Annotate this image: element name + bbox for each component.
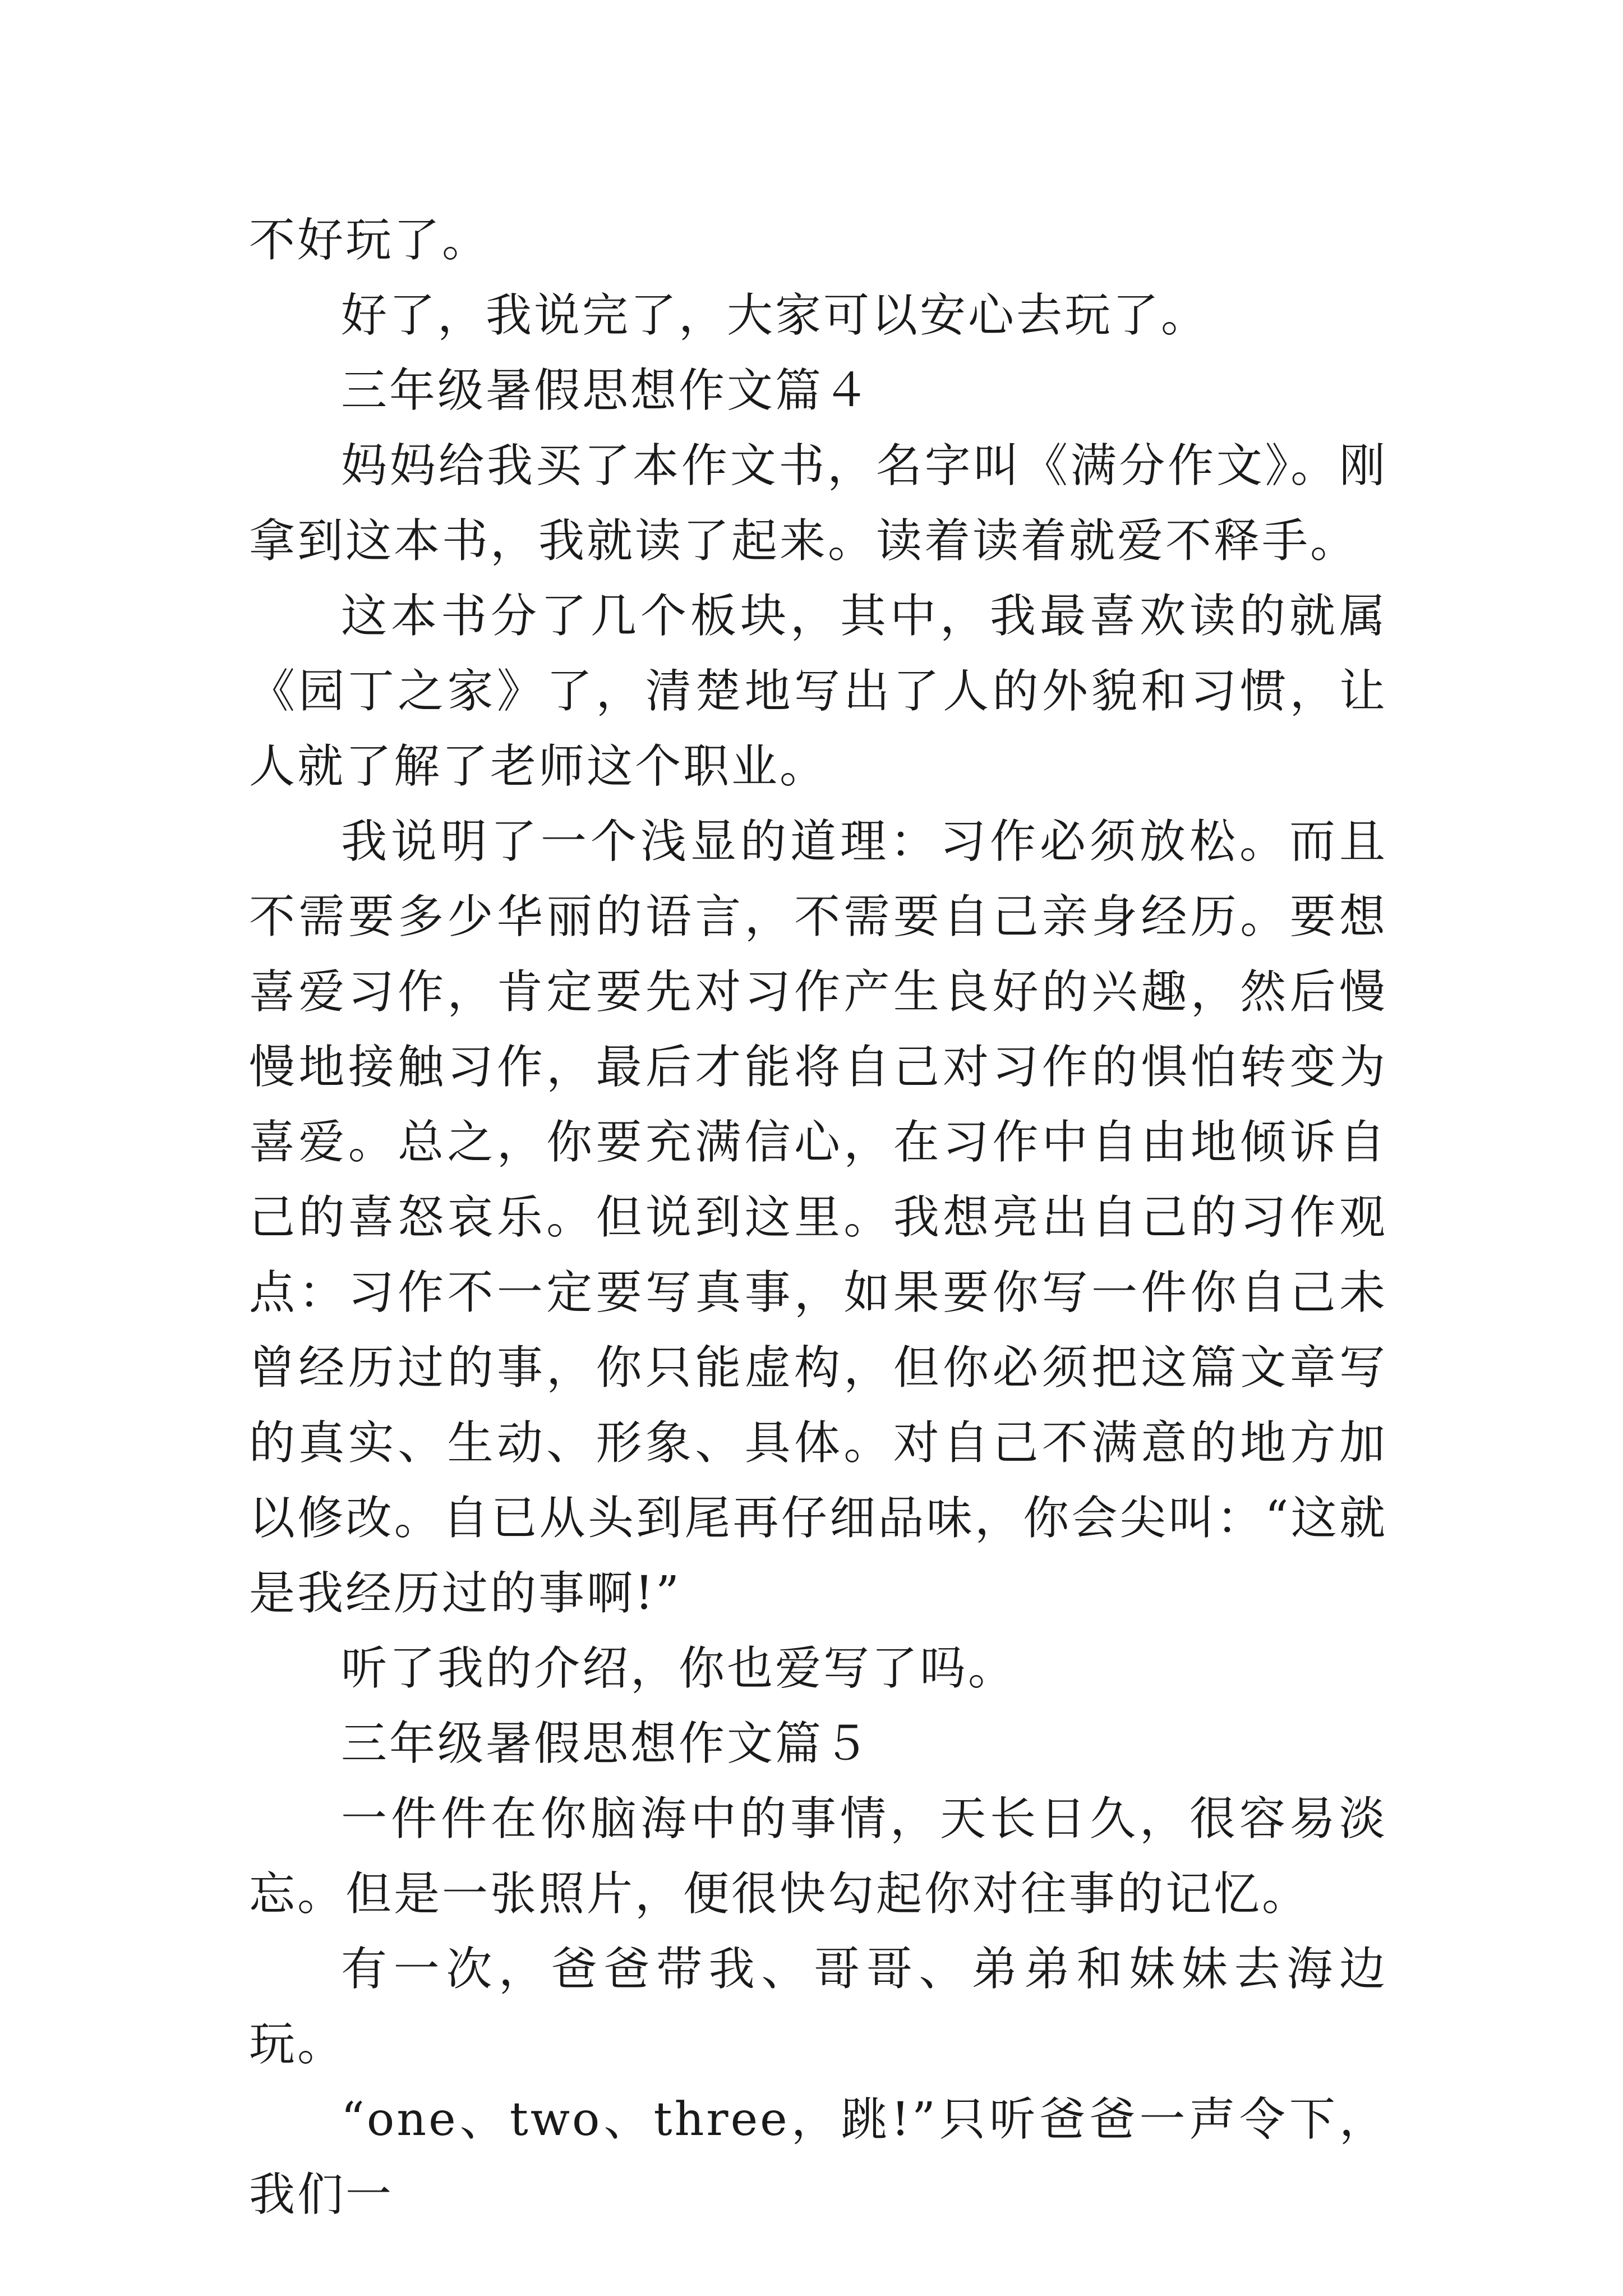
paragraph-4: 这本书分了几个板块，其中，我最喜欢读的就属《园丁之家》了，清楚地写出了人的外貌和习惯，让人就了解了老师这个职业。 [249,590,1387,793]
paragraph-6: 听了我的介绍，你也爱写了吗。 [341,1642,1017,1695]
section-heading-4: 三年级暑假思想作文篇４ [341,364,872,417]
paragraph-3: 妈妈给我买了本作文书，名字叫《满分作文》。刚拿到这本书，我就读了起来。读着读着就爱不释手。 [249,439,1387,568]
paragraph-1: 不好玩了。 [249,214,491,267]
paragraph-7: 一件件在你脑海中的事情，天长日久，很容易淡忘。但是一张照片，便很快勾起你对往事的记忆。 [249,1792,1387,1921]
paragraph-5: 我说明了一个浅显的道理：习作必须放松。而且不需要多少华丽的语言，不需要自己亲身经历。要想喜爱习作，肯定要先对习作产生良好的兴趣，然后慢慢地接触习作，最后才能将自己对习作的惧怕转变为喜爱。总之，你要充满信心，在习作中自由地倾诉自己的喜怒哀乐。但说到这里。我想亮出自己的习作观点：习作不一定要写真事，如果要你写一件你自己未曾经历过的事，你只能虚构，但你必须把这篇文章写的真实、生动、形象、具体。对自己不满意的地方加以修改。自已从头到尾再仔细品味，你会尖叫：“这就是我经历过的事啊!” [249,815,1387,1620]
document-body [249,203,1387,2233]
paragraph-2: 好了，我说完了，大家可以安心去玩了。 [341,289,1210,342]
paragraph-8: 有一次，爸爸带我、哥哥、弟弟和妹妹去海边玩。 [249,1943,1387,2071]
paragraph-9: “one、two、three，跳!”只听爸爸一声令下，我们一 [249,2093,1387,2221]
section-heading-5: 三年级暑假思想作文篇５ [341,1717,872,1770]
